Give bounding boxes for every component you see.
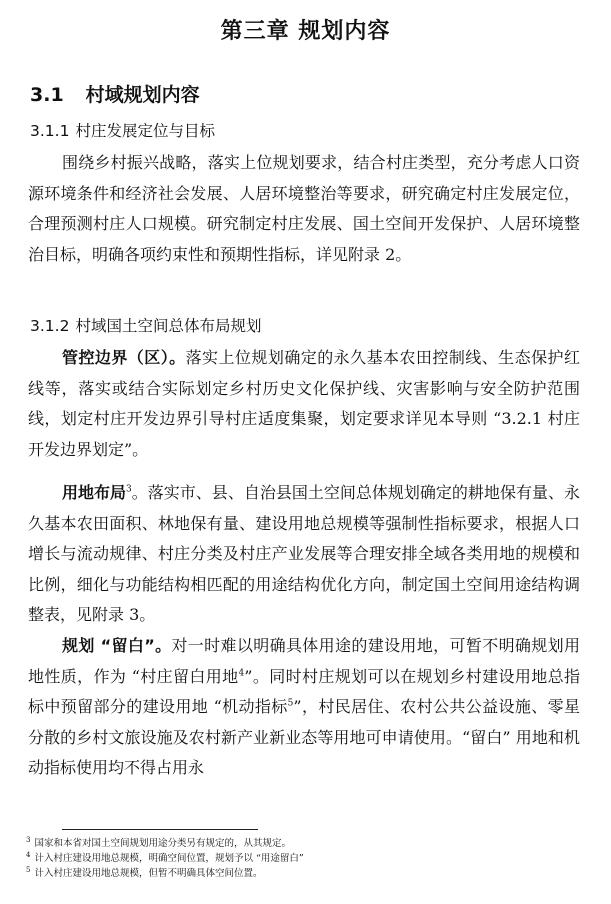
paragraph-text-reserved-1: 对一时难以明确具体用途的建设用地，可暂不明确规划用地性质，作为 “村庄留白用地: [28, 636, 580, 686]
footnote-divider: [62, 829, 258, 830]
section-heading: [30, 80, 200, 107]
paragraph-reserved-land: [28, 631, 580, 784]
footnote-mark: 4: [26, 850, 31, 859]
footnote-mark: 3: [26, 835, 31, 844]
subsection-title-1: 村庄发展定位与目标: [75, 122, 215, 140]
paragraph-lead-land-layout: 用地布局: [62, 483, 127, 502]
footnote-3: [26, 836, 586, 851]
footnote-5: [26, 866, 586, 881]
subsection-number-1: 3.1.1: [30, 122, 70, 140]
footnotes: [26, 836, 586, 881]
paragraph-text-reserved-3: ”，村民居住、农村公共公益设施、零星分散的乡村文旅设施及农村新产业新业态等用地可申请使用。“留白” 用地和机动指标使用均不得占用永: [28, 697, 580, 777]
paragraph-land-layout: [28, 478, 580, 631]
paragraph-control-boundary: [28, 343, 580, 465]
footnote-ref-5: 5: [287, 698, 294, 709]
subsection-heading-2: [30, 314, 261, 336]
paragraph-lead-reserved-land: 规划 “留白”。: [62, 636, 172, 655]
footnote-text: 国家和本省对国土空间规划用途分类另有规定的，从其规定。: [34, 838, 291, 849]
paragraph-text-land-layout: 。落实市、县、自治县国土空间总体规划确定的耕地保有量、永久基本农田面积、林地保有量、建设用地总规模等强制性指标要求，根据人口增长与流动规律、村庄分类及村庄产业发展等合理安排全域各类用地的规模和比例，细化与功能结构相匹配的用途结构优化方向，制定国土空间用途结构调整表，见附录 3。: [28, 483, 580, 624]
section-title: 村域规划内容: [85, 84, 200, 106]
subsection-number-2: 3.1.2: [30, 317, 70, 335]
paragraph-text-control-boundary: 落实上位规划确定的永久基本农田控制线、生态保护红线等，落实或结合实际划定乡村历史文化保护线、灾害影响与安全防护范围线，划定村庄开发边界引导村庄适度集聚，划定要求详见本导则 “3.2.1 村庄开发边界划定”。: [28, 348, 580, 459]
subsection-title-2: 村域国土空间总体布局规划: [75, 317, 262, 335]
subsection-heading-1: [30, 119, 215, 141]
footnote-text: 计入村庄建设用地总规模，明确空间位置，规划予以 “用途留白”: [34, 853, 304, 864]
paragraph-development-positioning: 围绕乡村振兴战略，落实上位规划要求，结合村庄类型，充分考虑人口资源环境条件和经济社会发展、人居环境整治等要求，研究确定村庄发展定位，合理预测村庄人口规模。研究制定村庄发展、国土空间开发保护、人居环境整治目标，明确各项约束性和预期性指标，详见附录 2。: [28, 153, 580, 264]
footnote-text: 计入村庄建设用地总规模，但暂不明确具体空间位置。: [34, 868, 263, 879]
footnote-ref-4: 4: [238, 668, 245, 679]
chapter-title: 第三章 规划内容: [220, 19, 391, 44]
footnote-mark: 5: [26, 865, 31, 874]
paragraph-text-reserved-2: ”。同时村庄规划可以在规划乡村建设用地总指标中预留部分的建设用地 “机动指标: [28, 666, 580, 716]
footnote-4: [26, 851, 586, 866]
footnote-ref-3: 3: [126, 484, 132, 495]
paragraph-lead-control-boundary: 管控边界（区）。: [62, 348, 186, 367]
section-number: 3.1: [30, 84, 64, 106]
